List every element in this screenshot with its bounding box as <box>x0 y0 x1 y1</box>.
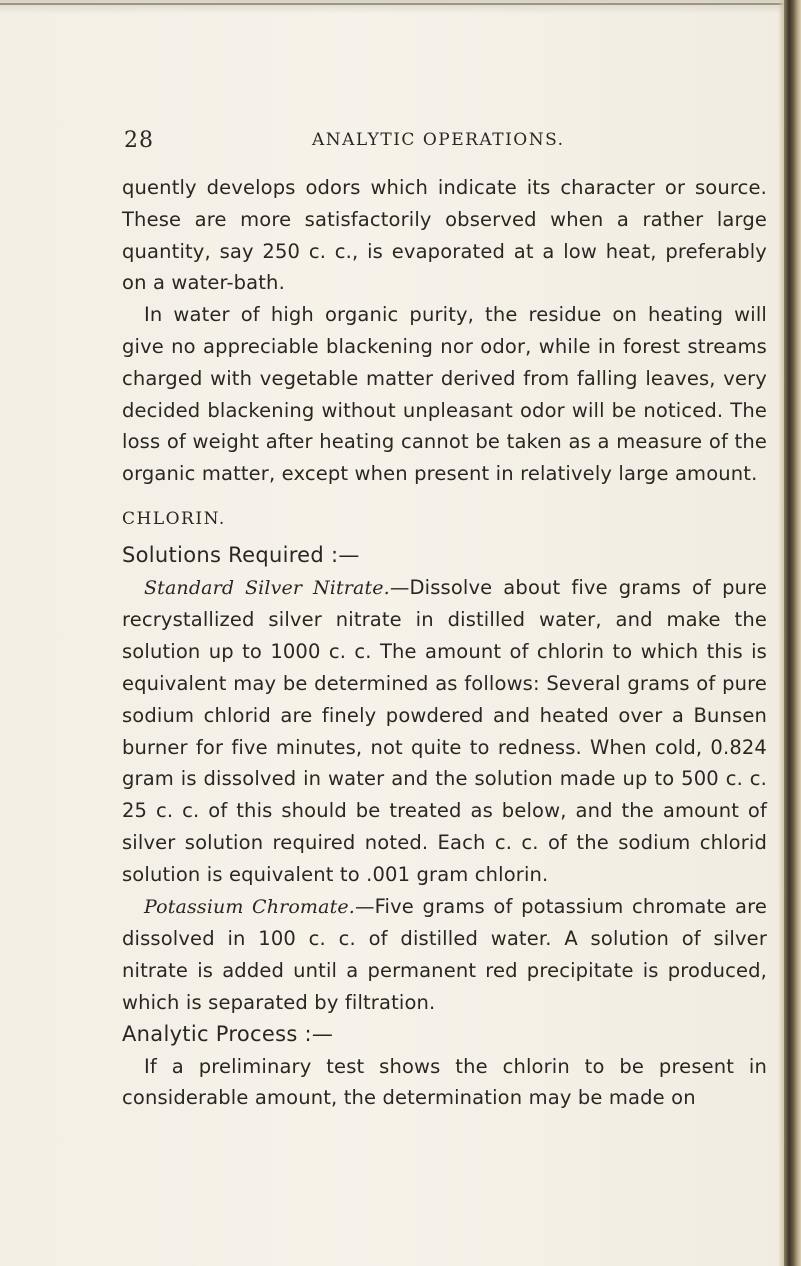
running-head: ANALYTIC OPERATIONS. <box>312 130 565 150</box>
page-number: 28 <box>124 128 154 153</box>
page-body <box>122 172 767 1114</box>
paragraph-silver-nitrate <box>122 572 767 891</box>
potassium-chromate-text: —Five grams of potassium chromate are dissolved in 100 c. c. of distilled water. A solution of silver nitrate is added until a permanent red precipitate is produced, which is separated by filtration. <box>122 894 767 1014</box>
solutions-heading <box>122 540 767 572</box>
analytic-heading-text: Analytic Process :— <box>122 1021 334 1046</box>
paragraph-potassium-chromate <box>122 891 767 1019</box>
potassium-chromate-lead: Potassium Chromate. <box>144 895 355 918</box>
paragraph-continuation: quently develops odors which indicate its character or source. These are more satisfactorily observed when a rather large quantity, say 250 c. c., is evaporated at a low heat, preferably on a water-bath. <box>122 176 767 295</box>
page-edge <box>784 0 801 1266</box>
page-top-rule <box>0 3 790 5</box>
paragraph-analytic-process: If a preliminary test shows the chlorin to be present in considerable amount, the determination may be made on <box>122 1054 767 1110</box>
paragraph-organic-purity: In water of high organic purity, the residue on heating will give no appreciable blackening nor odor, while in forest streams charged with vegetable matter derived from falling leaves, very decided blackening without unpleasant odor will be noticed. The loss of weight after heating cannot be taken as a measure of the organic matter, except when present in relatively large amount. <box>122 303 767 486</box>
silver-nitrate-lead: Standard Silver Nitrate. <box>144 576 390 599</box>
section-title: CHLORIN. <box>122 508 226 529</box>
page-header <box>124 128 764 158</box>
analytic-heading <box>122 1019 767 1051</box>
solutions-heading-text: Solutions Required :— <box>122 542 360 567</box>
silver-nitrate-text: —Dissolve about five grams of pure recrystallized silver nitrate in distilled water, and make the solution up to 1000 c. c. The amount of chlorin to which this is equivalent may be determined as follows: Several grams of pure sodium chlorid are finely powdered and heated over a Bunsen burner for five minutes, not quite to redness. When cold, 0.824 gram is dissolved in water and the solution made up to 500 c. c. 25 c. c. of this should be treated as below, and the amount of silver solution required noted. Each c. c. of the sodium chlorid solution is equivalent to .001 gram chlorin. <box>122 575 767 886</box>
